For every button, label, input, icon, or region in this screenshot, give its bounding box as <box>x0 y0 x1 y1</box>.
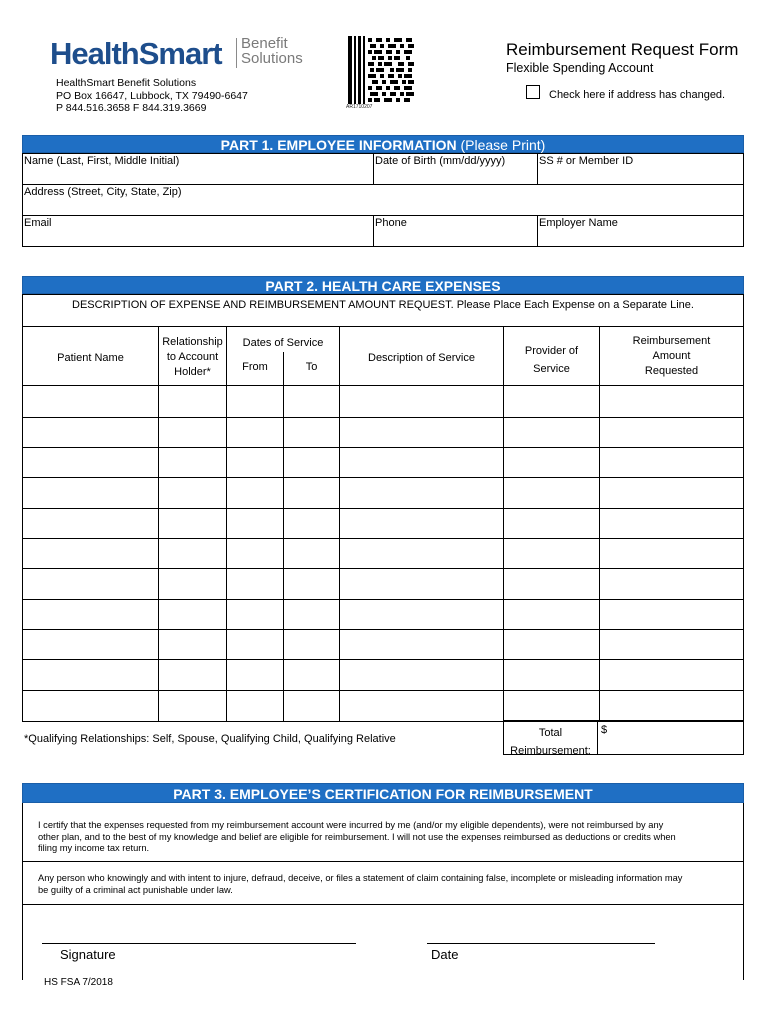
phone-field-label: Phone <box>375 217 407 229</box>
col-header-relationship-line: Relationship <box>162 336 223 348</box>
col-divider <box>158 327 159 721</box>
col-divider <box>537 154 538 184</box>
total-box <box>503 720 744 755</box>
row-divider <box>23 904 743 905</box>
col-header-amount-line: Reimbursement <box>632 335 711 347</box>
employer-field[interactable] <box>539 230 741 245</box>
row-divider <box>23 508 743 509</box>
company-logo <box>50 36 310 76</box>
col-divider <box>597 721 598 754</box>
part2-description: DESCRIPTION OF EXPENSE AND REIMBURSEMENT AMOUNT REQUEST. Please Place Each Expense on a Separate Line. <box>72 299 694 311</box>
row-divider <box>23 690 743 691</box>
col-divider <box>373 154 374 184</box>
company-address: PO Box 16647, Lubbock, TX 79490-6647 <box>56 89 248 102</box>
col-header-patient: Patient Name <box>57 352 124 364</box>
col-divider <box>339 327 340 721</box>
company-address-block <box>56 77 248 115</box>
row-divider <box>23 215 743 216</box>
dob-field-label: Date of Birth (mm/dd/yyyy) <box>375 155 506 167</box>
col-header-relationship-line: to Account <box>166 351 219 363</box>
logo-wordmark: HealthSmart <box>50 36 222 71</box>
part2-header: PART 2. HEALTH CARE EXPENSES <box>22 276 744 294</box>
form-title: Reimbursement Request Form <box>506 40 739 59</box>
row-divider <box>23 568 743 569</box>
total-amount-field[interactable] <box>608 723 740 752</box>
dob-field[interactable] <box>375 168 535 183</box>
col-divider <box>226 327 227 721</box>
col-header-relationship <box>159 335 226 380</box>
employer-field-label: Employer Name <box>539 217 618 229</box>
certification-line: filing my income tax return. <box>38 843 150 853</box>
phone-field[interactable] <box>375 230 535 245</box>
row-divider <box>23 538 743 539</box>
company-name: HealthSmart Benefit Solutions <box>56 77 197 89</box>
col-header-provider <box>504 342 599 378</box>
logo-sub-line-2: Solutions <box>241 50 303 67</box>
col-header-amount <box>600 334 743 379</box>
col-header-amount-line: Amount <box>652 350 691 362</box>
col-header-from: From <box>242 361 268 373</box>
email-field[interactable] <box>24 230 371 245</box>
part1-title-note: (Please Print) <box>456 137 546 153</box>
col-header-provider-line: Provider of <box>524 345 579 357</box>
col-divider <box>283 352 284 721</box>
fraud-warning-text <box>38 873 682 896</box>
certification-text <box>38 820 676 855</box>
certification-line: I certify that the expenses requested from my reimbursement account were incurred by me (and/or my eligible dependents), were not reimbursed by any <box>38 820 664 830</box>
row-divider <box>23 599 743 600</box>
address-changed-label: Check here if address has changed. <box>549 89 726 101</box>
fraud-warning-line: Any person who knowingly and with intent to injure, defraud, deceive, or files a statement of claim containing false, incomplete or misleading information may <box>38 873 683 883</box>
name-field[interactable] <box>24 168 371 183</box>
col-header-amount-line: Requested <box>644 365 699 377</box>
signature-line[interactable] <box>42 943 356 944</box>
signature-label: Signature <box>60 947 116 962</box>
address-field-label: Address (Street, City, State, Zip) <box>24 186 182 198</box>
form-subtitle: Flexible Spending Account <box>506 61 654 75</box>
currency-symbol: $ <box>601 724 608 736</box>
col-header-provider-line: Service <box>533 363 570 375</box>
date-line[interactable] <box>427 943 655 944</box>
date-label: Date <box>431 947 459 962</box>
row-divider <box>23 385 743 386</box>
barcode-number: AR1710207 <box>346 104 373 110</box>
address-changed-checkbox[interactable] <box>526 85 540 99</box>
name-field-label: Name (Last, First, Middle Initial) <box>24 155 180 167</box>
barcode-icon <box>348 36 416 104</box>
form-code: HS FSA 7/2018 <box>44 977 113 988</box>
col-divider <box>373 215 374 246</box>
certification-box <box>22 803 744 980</box>
fraud-warning-line: be guilty of a criminal act punishable under law. <box>38 884 233 895</box>
qualifying-relationships-note: *Qualifying Relationships: Self, Spouse, Qualifying Child, Qualifying Relative <box>24 733 396 745</box>
logo-sub-line-1: Benefit <box>241 35 288 52</box>
col-header-dates: Dates of Service <box>242 337 324 349</box>
employee-info-table <box>22 153 744 247</box>
ssn-field-label: SS # or Member ID <box>539 155 634 167</box>
part1-header <box>22 135 744 153</box>
row-divider <box>23 861 743 862</box>
col-header-relationship-line: Holder* <box>174 366 211 378</box>
company-phone-fax: P 844.516.3658 F 844.319.3669 <box>56 102 207 114</box>
logo-divider <box>236 38 237 68</box>
part3-header: PART 3. EMPLOYEE’S CERTIFICATION FOR REIMBURSEMENT <box>22 783 744 803</box>
row-divider <box>23 659 743 660</box>
logo-subtitle <box>241 36 311 66</box>
row-divider <box>23 477 743 478</box>
row-divider <box>23 417 743 418</box>
certification-line: other plan, and to the best of my knowledge and belief are eligible for reimbursement. I will not use the expenses reimbursed as deductions or credits when <box>38 831 676 842</box>
email-field-label: Email <box>24 217 52 229</box>
total-label-line: Total <box>538 727 563 739</box>
total-label <box>504 724 597 760</box>
col-divider <box>503 327 504 721</box>
col-divider <box>537 215 538 246</box>
address-field[interactable] <box>24 199 741 214</box>
expenses-table <box>22 326 744 722</box>
row-divider <box>23 184 743 185</box>
row-divider <box>23 629 743 630</box>
total-label-line: Reimbursement: <box>510 745 591 757</box>
col-header-to: To <box>305 361 318 373</box>
row-divider <box>23 447 743 448</box>
ssn-field[interactable] <box>539 168 741 183</box>
part1-title: PART 1. EMPLOYEE INFORMATION <box>220 137 457 153</box>
col-divider <box>599 327 600 721</box>
col-header-description: Description of Service <box>368 352 475 364</box>
